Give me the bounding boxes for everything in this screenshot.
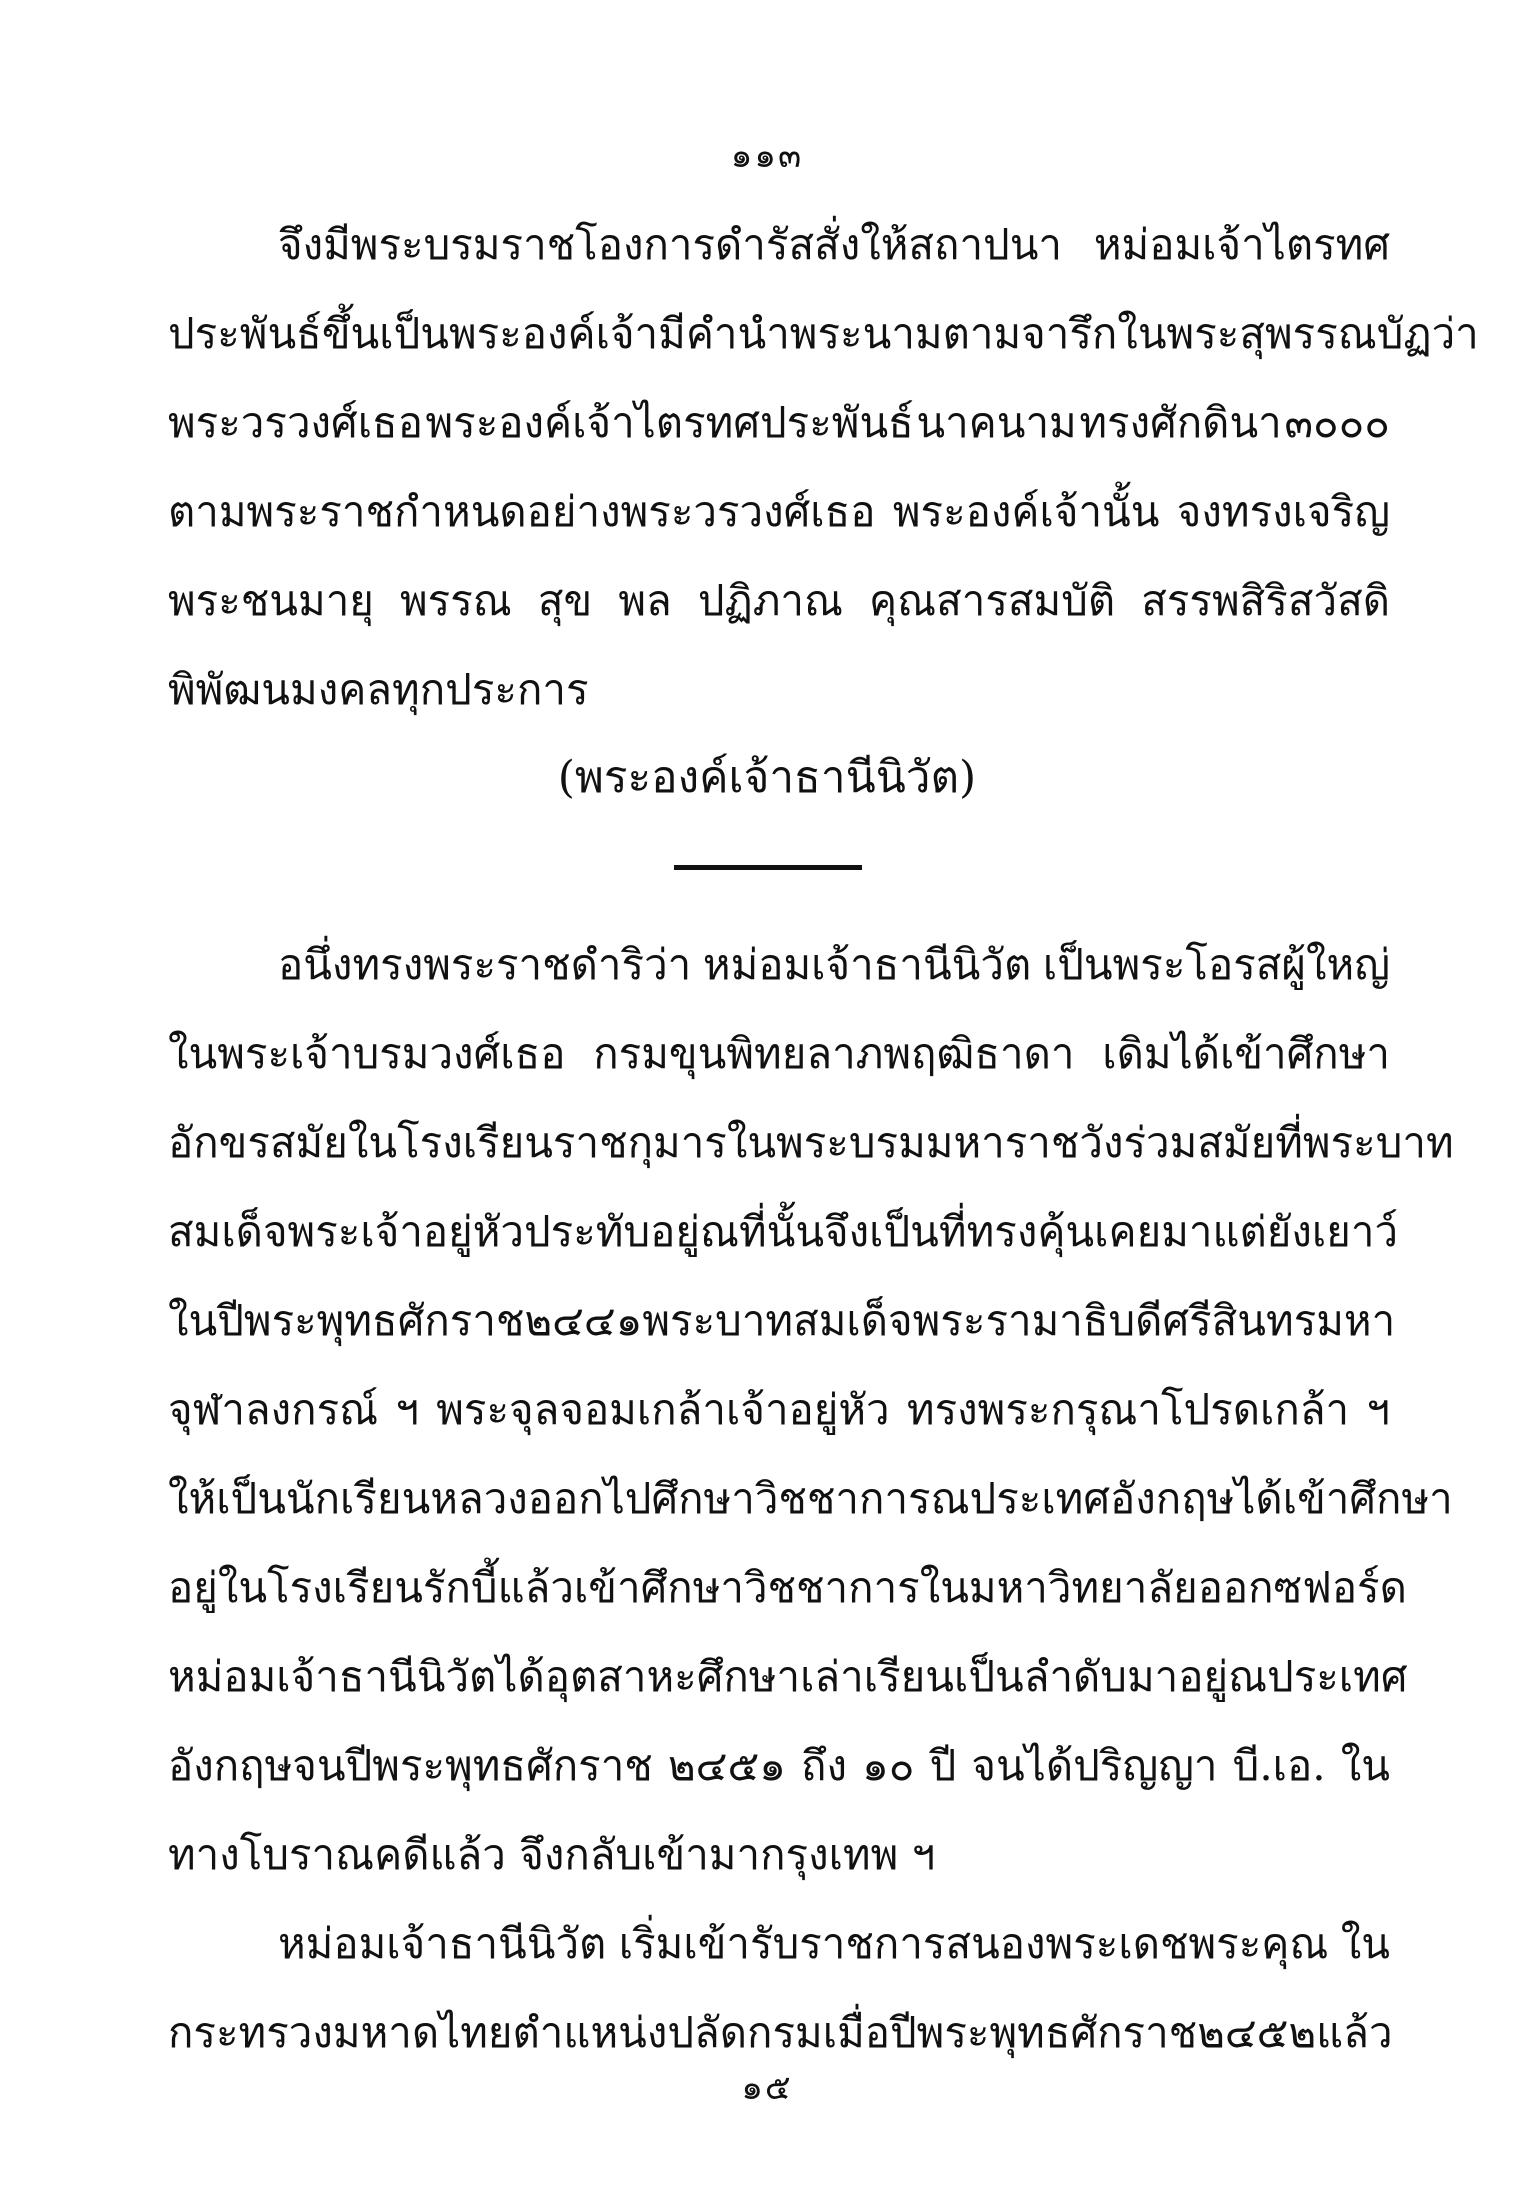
text-phrase: สมเด็จพระเจ้าอยู่หัวประทับอยู่ณที่นั้น: [168, 1207, 825, 1256]
text-phrase: กระทรวงมหาดไทยตำแหน่งปลัดกรม: [168, 2008, 823, 2057]
text-phrase: เริ่มเข้ารับราชการสนองพระเดชพระคุณ: [618, 1919, 1329, 1968]
text-phrase: ตามพระราชกำหนดอย่างพระวรวงศ์เธอ: [168, 487, 876, 536]
text-phrase: อักขรสมัยในโรงเรียนราชกุมารในพระบรมมหาราชวัง: [168, 1118, 1124, 1167]
text-phrase: ใน: [1340, 1741, 1390, 1790]
text-line: [168, 1899, 1390, 1988]
text-phrase: หม่อมเจ้าธานีนิวัต: [278, 1919, 607, 1968]
text-phrase: ร่วมสมัยที่พระบาท: [1123, 1118, 1454, 1167]
text-phrase: ปี: [929, 1741, 957, 1790]
text-phrase: อยู่ในโรงเรียนรักบี้: [168, 1563, 498, 1612]
text-line: ทางโบราณคดีแล้ว จึงกลับเข้ามากรุงเทพ ฯ: [168, 1830, 936, 1879]
text-phrase: ขึ้นเป็นพระองค์เจ้า: [321, 309, 659, 358]
text-phrase: คุณสารสมบัติ: [869, 576, 1116, 625]
text-phrase: เมื่อปีพระพุทธศักราช: [822, 2008, 1198, 2057]
text-line: [168, 1365, 1390, 1454]
paragraph-1: [168, 200, 1479, 734]
text-phrase: ๓๐๐๐: [1284, 398, 1390, 447]
text-phrase: ในพระเจ้าบรมวงศ์เธอ: [168, 1029, 566, 1078]
text-phrase: ทรงศักดินา: [1079, 398, 1282, 447]
text-phrase: ฯ: [395, 1385, 419, 1434]
text-phrase: กรมขุนพิทยลาภพฤฒิธาดา: [593, 1029, 1075, 1078]
text-line: [168, 467, 1390, 556]
text-line: [168, 289, 1479, 378]
text-line: [168, 556, 1390, 645]
text-phrase: สุข: [537, 576, 593, 625]
text-phrase: อังกฤษจนปีพระพุทธศักราช: [168, 1741, 653, 1790]
text-phrase: พระชนมายุ: [168, 576, 374, 625]
text-line: [168, 1276, 1396, 1365]
text-phrase: จึงเป็นที่ทรงคุ้นเคยมาแต่ยังเยาว์: [824, 1207, 1399, 1256]
text-phrase: ๒๔๕๒: [1197, 2008, 1317, 2057]
text-phrase: พล: [618, 576, 672, 625]
text-phrase: ได้เข้าศึกษา: [1234, 1474, 1453, 1523]
text-phrase: ประพันธ์: [168, 309, 322, 358]
paragraph-2: [168, 920, 1454, 2077]
text-phrase: พรรณ: [400, 576, 512, 625]
text-phrase: หม่อมเจ้าธานีนิวัต: [702, 940, 1032, 989]
text-phrase: พระบาทสมเด็จพระรามาธิบดีศรีสินทรมหา: [642, 1296, 1396, 1345]
page-number-bottom: ๑๕: [741, 2068, 793, 2108]
text-phrase: ๑๐: [862, 1741, 915, 1790]
text-phrase: หม่อมเจ้าไตรทศ: [1093, 220, 1390, 269]
text-phrase: ได้อุตสาหะศึกษาเล่าเรียนเป็นลำดับมาอยู่ณประเทศ: [496, 1652, 1408, 1701]
text-phrase: ใน: [1340, 1919, 1390, 1968]
text-phrase: ๒๔๔๑: [524, 1296, 643, 1345]
text-phrase: บี.เอ.: [1232, 1741, 1326, 1790]
text-phrase: แล้ว: [1316, 2008, 1393, 2057]
text-line: [168, 1187, 1399, 1276]
section-heading: (พระองค์เจ้าธานีนิวัต): [557, 752, 977, 803]
text-phrase: แล้วเข้าศึกษาวิชชาการในมหาวิทยาลัยออกซฟอร์ด: [497, 1563, 1407, 1612]
text-line: [168, 1543, 1407, 1632]
text-phrase: อนึ่งทรงพระราชดำริว่า: [278, 940, 692, 989]
text-phrase: เดิมได้เข้าศึกษา: [1102, 1029, 1390, 1078]
text-phrase: จึงมีพระบรมราชโองการดำรัสสั่งให้สถาปนา: [278, 220, 1063, 269]
text-phrase: จนได้ปริญญา: [971, 1741, 1218, 1790]
section-divider: [674, 865, 862, 870]
text-line: [168, 1098, 1454, 1187]
text-phrase: จุฬาลงกรณ์: [168, 1385, 379, 1434]
text-line: [168, 1009, 1390, 1098]
text-line: [168, 1454, 1453, 1543]
text-phrase: สรรพสิริสวัสดิ: [1141, 576, 1390, 625]
text-phrase: พระองค์เจ้าไตรทศประพันธ์: [425, 398, 914, 447]
text-phrase: พระวรวงศ์เธอ: [168, 398, 423, 447]
text-phrase: ทรงพระกรุณาโปรดเกล้า: [906, 1385, 1350, 1434]
text-line: [168, 1721, 1390, 1810]
text-phrase: จงทรงเจริญ: [1176, 487, 1390, 536]
text-line: [168, 200, 1390, 289]
page-number-top: ๑๑๓: [730, 136, 804, 176]
text-phrase: มีคำนำพระนามตามจารึกในพระสุพรรณบัฏว่า: [658, 309, 1479, 358]
text-line: พิพัฒนมงคลทุกประการ: [168, 665, 589, 714]
text-phrase: พระจุลจอมเกล้าเจ้าอยู่หัว: [436, 1385, 890, 1434]
text-phrase: ๒๔๕๑: [667, 1741, 786, 1790]
text-line: [168, 1632, 1408, 1721]
text-phrase: นาคนาม: [916, 398, 1077, 447]
text-phrase: หม่อมเจ้าธานีนิวัต: [168, 1652, 497, 1701]
text-line: [168, 378, 1390, 467]
text-phrase: พระองค์เจ้านั้น: [892, 487, 1160, 536]
text-phrase: ให้เป็นนักเรียนหลวงออกไปศึกษาวิชชาการณประเทศอังกฤษ: [168, 1474, 1235, 1523]
text-phrase: เป็นพระโอรสผู้ใหญ่: [1042, 940, 1390, 989]
text-phrase: ฯ: [1366, 1385, 1390, 1434]
text-phrase: ในปีพระพุทธศักราช: [168, 1296, 525, 1345]
text-phrase: ถึง: [801, 1741, 847, 1790]
text-phrase: ปฏิภาณ: [697, 576, 843, 625]
text-line: [168, 920, 1390, 1009]
